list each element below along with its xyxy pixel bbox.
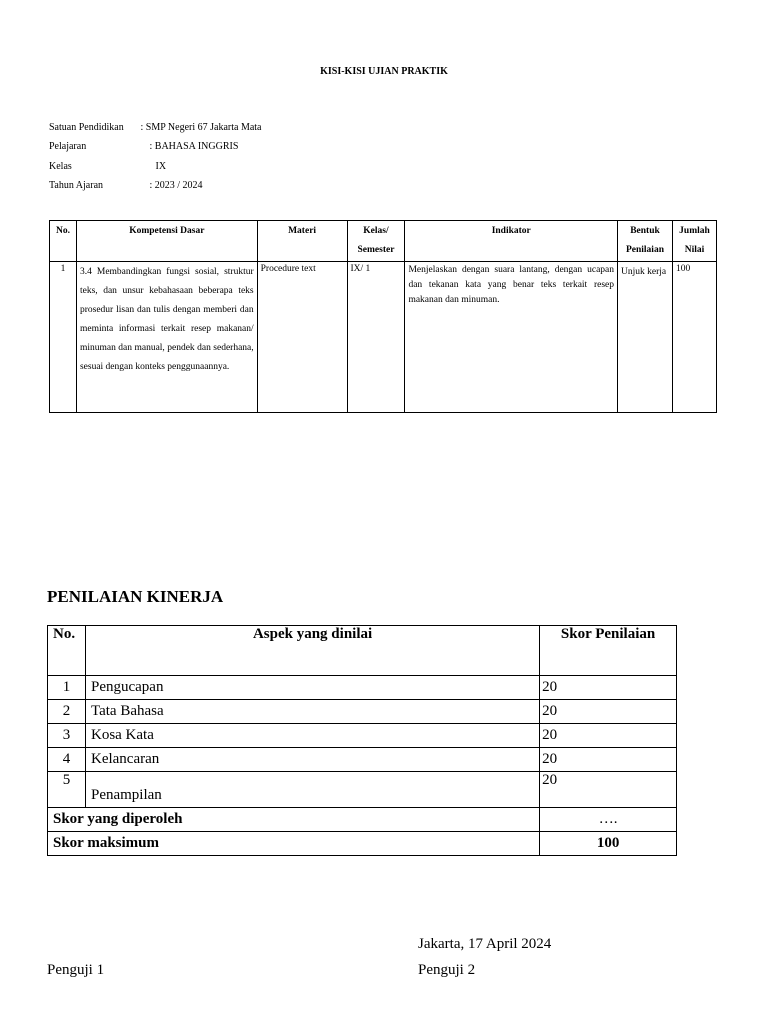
info-pelajaran <box>49 141 238 152</box>
header-no: No. <box>48 626 86 676</box>
table-header-row <box>48 626 677 676</box>
info-satuan-pendidikan <box>49 122 262 133</box>
table-row <box>48 772 677 808</box>
header-jumlah-nilai: Jumlah Nilai <box>672 221 716 262</box>
skor-maksimum-row <box>48 832 677 856</box>
info-label: Kelas <box>49 161 72 172</box>
row-skor: 20 <box>540 700 677 724</box>
header-no: No. <box>50 221 77 262</box>
skor-maksimum-value: 100 <box>540 832 677 856</box>
document-title: KISI-KISI UJIAN PRAKTIK <box>320 66 448 77</box>
row-no: 5 <box>48 772 86 808</box>
cell-kelas-semester: IX/ 1 <box>347 262 405 413</box>
row-skor: 20 <box>540 748 677 772</box>
row-no: 1 <box>48 676 86 700</box>
info-kelas <box>49 161 166 172</box>
skor-diperoleh-value: …. <box>540 808 677 832</box>
cell-kompetensi-dasar: 3.4 Membandingkan fungsi sosial, struktur teks, dan unsur kebahasaan beberapa teks prosedur lisan dan tulis dengan memberi dan meminta informasi terkait resep makanan/ minuman dan manual, pendek dan sederhana, sesuai dengan konteks penggunaannya. <box>76 262 257 413</box>
table-row <box>48 700 677 724</box>
penilaian-heading: PENILAIAN KINERJA <box>47 587 224 606</box>
skor-diperoleh-label: Skor yang diperoleh <box>48 808 540 832</box>
row-aspek: Tata Bahasa <box>85 700 539 724</box>
table-row <box>48 676 677 700</box>
penilaian-table <box>47 625 677 856</box>
skor-maksimum-label: Skor maksimum <box>48 832 540 856</box>
row-aspek: Penampilan <box>85 772 539 808</box>
row-no: 4 <box>48 748 86 772</box>
info-value: : BAHASA INGGRIS <box>149 141 239 152</box>
row-aspek: Pengucapan <box>85 676 539 700</box>
row-aspek: Kosa Kata <box>85 724 539 748</box>
penguji-1-label: Penguji 1 <box>47 962 105 978</box>
row-aspek: Kelancaran <box>85 748 539 772</box>
row-skor: 20 <box>540 724 677 748</box>
penguji-2-label: Penguji 2 <box>418 962 476 978</box>
info-tahun-ajaran <box>49 180 203 191</box>
cell-materi: Procedure text <box>257 262 347 413</box>
row-no: 2 <box>48 700 86 724</box>
header-indikator: Indikator <box>405 221 618 262</box>
kisi-kisi-table <box>49 220 717 413</box>
table-header-row <box>50 221 717 262</box>
table-row <box>50 262 717 413</box>
skor-diperoleh-row <box>48 808 677 832</box>
cell-no: 1 <box>50 262 77 413</box>
cell-indikator: Menjelaskan dengan suara lantang, dengan ucapan dan tekanan kata yang benar teks terkait resep makanan dan minuman. <box>405 262 618 413</box>
row-skor: 20 <box>540 676 677 700</box>
info-label: Tahun Ajaran <box>49 180 104 191</box>
info-label: Satuan Pendidikan <box>49 122 124 133</box>
cell-bentuk-penilaian: Unjuk kerja <box>618 262 673 413</box>
info-value: : SMP Negeri 67 Jakarta Mata <box>140 122 262 133</box>
row-no: 3 <box>48 724 86 748</box>
table-row <box>48 748 677 772</box>
header-kelas-semester: Kelas/ Semester <box>347 221 405 262</box>
info-value: : 2023 / 2024 <box>149 180 203 191</box>
cell-jumlah-nilai: 100 <box>672 262 716 413</box>
info-label: Pelajaran <box>49 141 87 152</box>
place-date: Jakarta, 17 April 2024 <box>418 936 552 952</box>
header-bentuk-penilaian: Bentuk Penilaian <box>618 221 673 262</box>
row-skor: 20 <box>540 772 677 808</box>
header-materi: Materi <box>257 221 347 262</box>
header-kompetensi-dasar: Kompetensi Dasar <box>76 221 257 262</box>
table-row <box>48 724 677 748</box>
header-aspek: Aspek yang dinilai <box>85 626 539 676</box>
info-value: IX <box>155 161 167 172</box>
header-skor: Skor Penilaian <box>540 626 677 676</box>
